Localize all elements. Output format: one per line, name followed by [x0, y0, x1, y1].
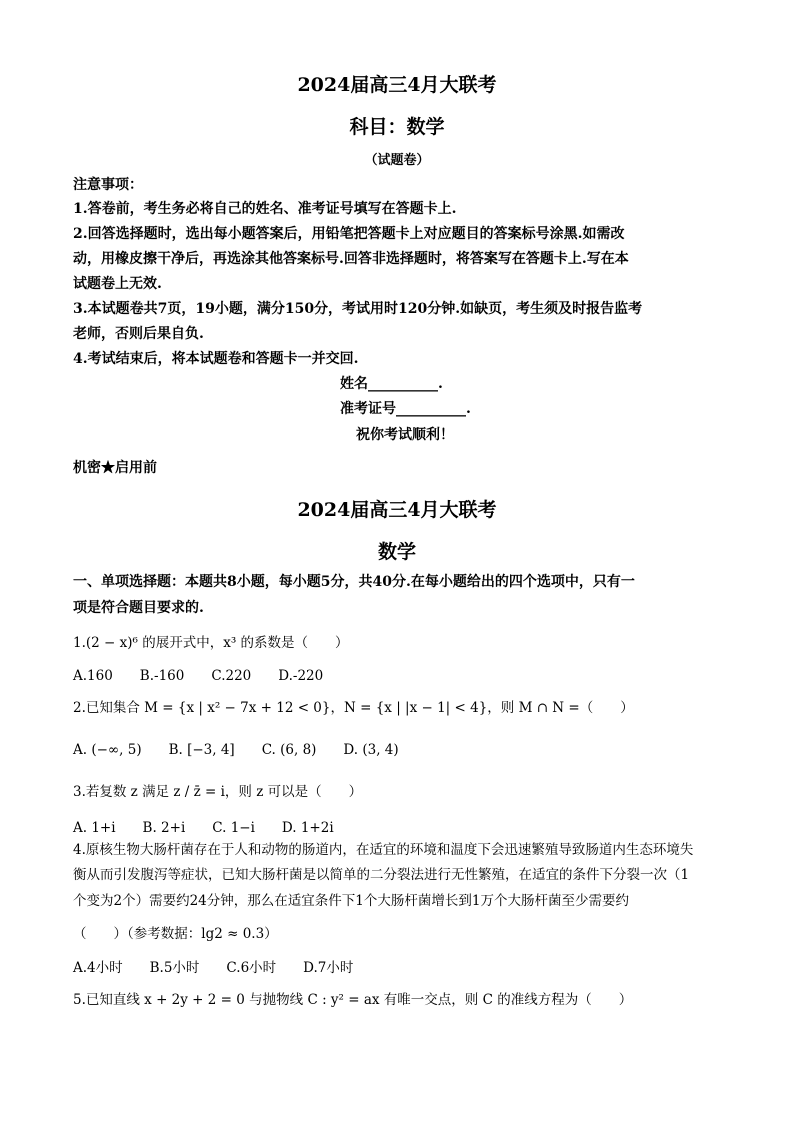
note-line: 4.考试结束后，将本试题卷和答题卡一并交回.	[73, 351, 359, 367]
exam-subject: 数学	[377, 541, 416, 563]
question-4-stem-line: 个变为2个）需要约24分钟，那么在适宜条件下1个大肠杆菌增长到1万个大肠杆菌至少需要约	[73, 893, 629, 909]
id-field: 准考证号__________.	[340, 401, 471, 417]
cover-subject: 科目：数学	[349, 116, 445, 138]
question-1-stem: 1.(2 − x)⁶ 的展开式中，x³ 的系数是（ ）	[73, 635, 349, 651]
confidential-label: 机密★启用前	[73, 460, 157, 476]
note-line: 动，用橡皮擦干净后，再选涂其他答案标号.回答非选择题时，将答案写在答题卡上.写在本	[73, 251, 629, 267]
question-5-stem: 5.已知直线 x + 2y + 2 = 0 与抛物线 C : y² = ax 有唯一交点，则 C 的准线方程为（ ）	[73, 992, 633, 1008]
question-2-stem: 2.已知集合 M = {x | x² − 7x + 12 < 0}，N = {x | |x − 1| < 4}，则 M ∩ N =（ ）	[73, 700, 634, 716]
note-line: 2.回答选择题时，选出每小题答案后，用铅笔把答题卡上对应题目的答案标号涂黑.如需改	[73, 226, 625, 242]
question-4-stem-line: 4.原核生物大肠杆菌存在于人和动物的肠道内，在适宜的环境和温度下会迅速繁殖导致肠道内生态环境失	[73, 842, 694, 858]
question-3-stem: 3.若复数 z 满足 z / z̄ = i，则 z 可以是（ ）	[73, 784, 363, 800]
notes-heading: 注意事项：	[73, 177, 143, 193]
question-3-options: A. 1+i B. 2+i C. 1−i D. 1+2i	[73, 820, 334, 836]
question-4-options: A.4小时 B.5小时 C.6小时 D.7小时	[73, 960, 354, 976]
note-line: 3.本试题卷共7页，19小题，满分150分，考试用时120分钟.如缺页，考生须及时报告监考	[73, 301, 643, 317]
name-field: 姓名__________.	[340, 376, 443, 392]
question-2-options: A. (−∞, 5) B. [−3, 4] C. (6, 8) D. (3, 4)	[73, 742, 399, 758]
cover-title: 2024届高三4月大联考	[297, 74, 497, 96]
exam-title: 2024届高三4月大联考	[297, 499, 497, 521]
wish-text: 祝你考试顺利！	[356, 427, 454, 443]
section-heading: 一、单项选择题：本题共8小题，每小题5分，共40分.在每小题给出的四个选项中，只有一	[73, 574, 635, 590]
section-heading-cont: 项是符合题目要求的.	[73, 600, 204, 616]
question-1-options: A.160 B.-160 C.220 D.-220	[73, 668, 324, 684]
note-line: 1.答卷前，考生务必将自己的姓名、准考证号填写在答题卡上.	[73, 201, 457, 217]
note-line: 老师，否则后果自负.	[73, 326, 204, 342]
question-4-stem-line: 衡从而引发腹泻等症状，已知大肠杆菌是以简单的二分裂法进行无性繁殖，在适宜的条件下分裂一次（1	[73, 867, 690, 883]
question-4-stem-line: （ ）（参考数据：lg2 ≈ 0.3）	[73, 926, 278, 942]
note-line: 试题卷上无效.	[73, 276, 162, 292]
booklet-label: （试题卷）	[364, 153, 430, 168]
